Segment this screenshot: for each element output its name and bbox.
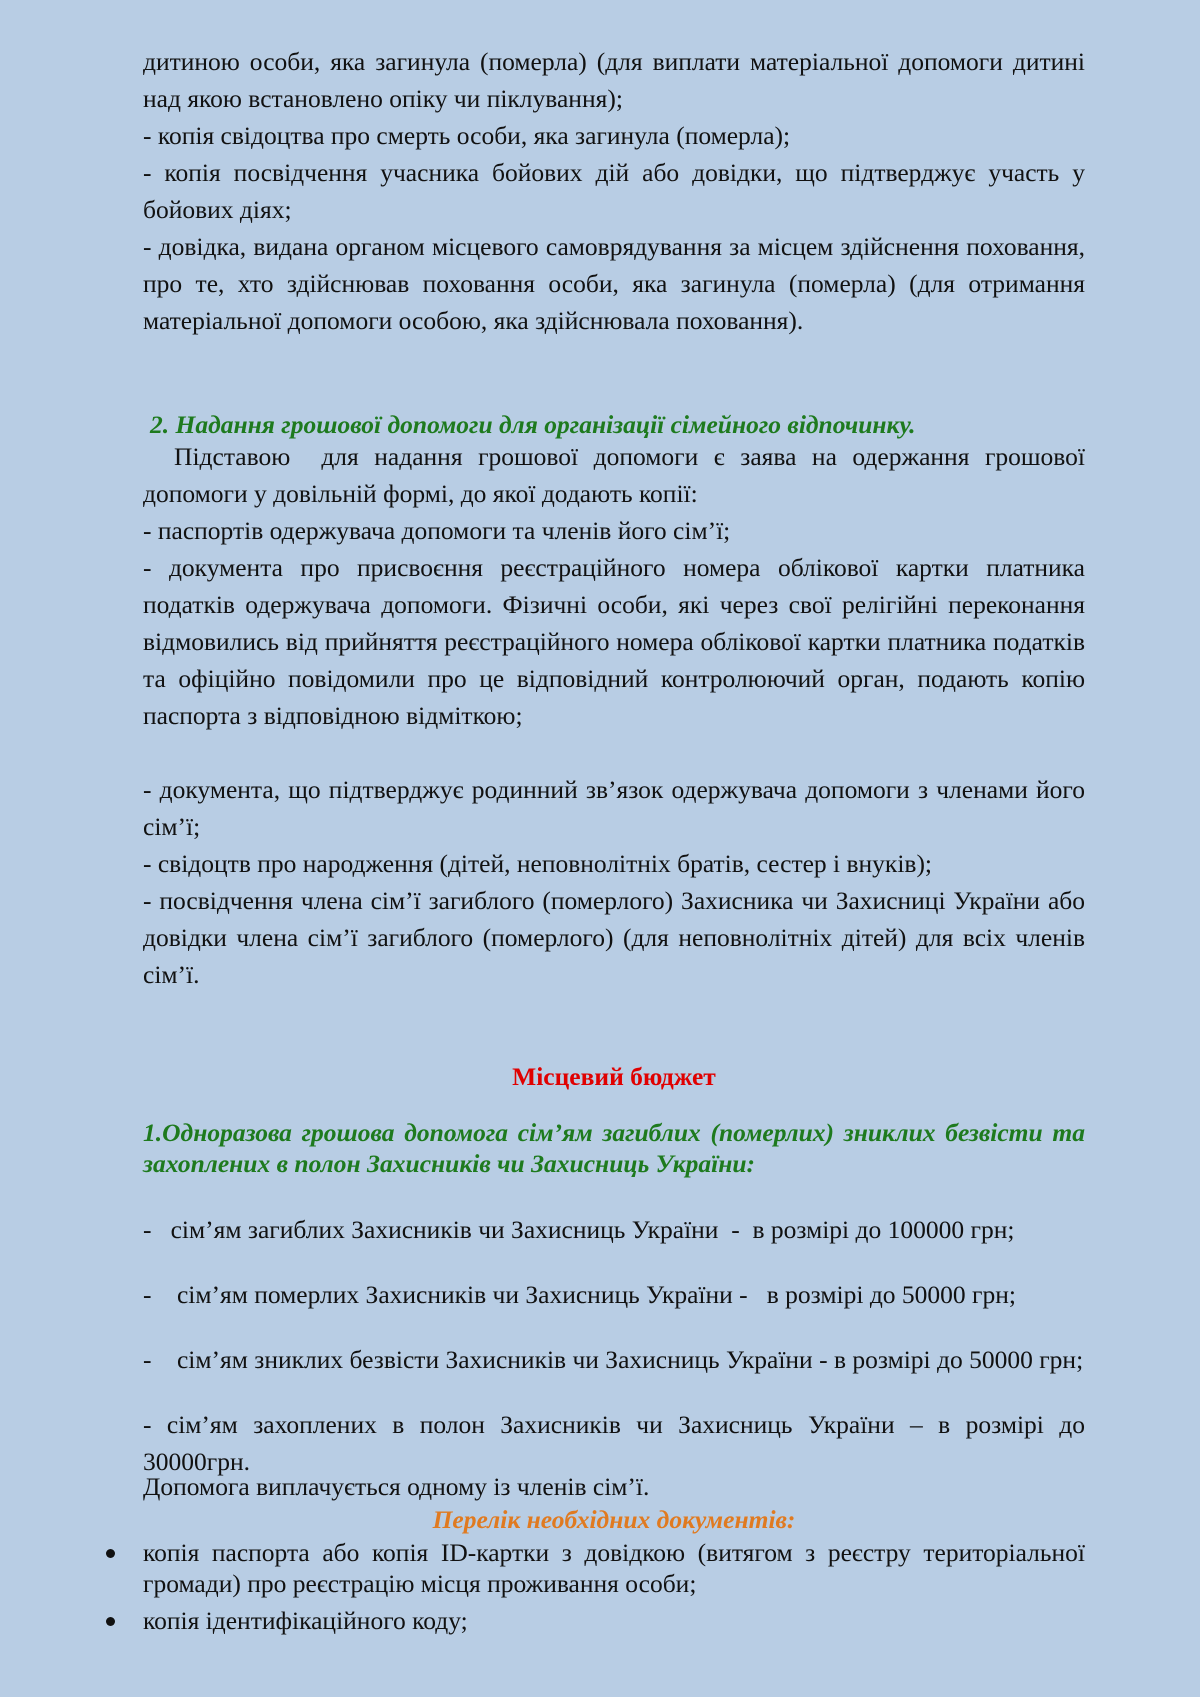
list-item xyxy=(0,1605,1085,1636)
paragraph: - довідка, видана органом місцевого самоврядування за місцем здійснення поховання, про те, хто здійснював поховання особи, яка загинула (померла) (для отримання матеріальної допомоги особою, яка здійснювала поховання). xyxy=(143,232,1085,335)
documents-heading: Перелік необхідних документів: xyxy=(432,1505,796,1534)
bullet-icon xyxy=(106,1617,115,1626)
paragraph: - копія свідоцтва про смерть особи, яка загинула (померла); xyxy=(143,121,791,150)
paragraph: - паспортів одержувача допомоги та членів його сім’ї; xyxy=(143,516,731,545)
allowance-heading: 1.Одноразова грошова допомога сім’ям загиблих (померлих) зниклих безвісти та захоплених в полон Захисників чи Захисниць України: xyxy=(143,1118,1085,1178)
paragraph: - сім’ям загиблих Захисників чи Захисниць України - в розмірі до 100000 грн; xyxy=(143,1215,1015,1244)
paragraph: Підставою для надання грошової допомоги є заява на одержання грошової допомоги у довільній формі, до якої додають копії: xyxy=(143,442,1092,508)
list-item-text: копія паспорта або копія ID-картки з довідкою (витягом з реєстру територіальної громади) про реєстрацію місця проживання особи; xyxy=(143,1538,1085,1598)
paragraph: - документа про присвоєння реєстраційного номера облікової картки платника податків одержувача допомоги. Фізичні особи, які через свої релігійні переконання відмовились від прийняття реєстраційного номера облікової картки платника податків та офіційно повідомили про це відповідний контролюючий орган, подають копію паспорта з відповідною відміткою; xyxy=(143,553,1085,730)
paragraph: - документа, що підтверджує родинний зв’язок одержувача допомоги з членами його сім’ї; xyxy=(143,775,1085,841)
paragraph: Допомога виплачується одному із членів сім’ї. xyxy=(143,1472,650,1501)
bullet-icon xyxy=(106,1549,115,1558)
paragraph: дитиною особи, яка загинула (померла) (для виплати матеріальної допомоги дитині над якою встановлено опіку чи піклування); xyxy=(143,47,1085,113)
paragraph: - сім’ям померлих Захисників чи Захисниць України - в розмірі до 50000 грн; xyxy=(143,1280,1016,1309)
documents-list xyxy=(0,1537,1200,1642)
budget-heading: Місцевий бюджет xyxy=(512,1062,716,1091)
paragraph: - сім’ям захоплених в полон Захисників чи Захисниць України – в розмірі до 30000грн. xyxy=(143,1410,1085,1476)
paragraph: - копія посвідчення учасника бойових дій або довідки, що підтверджує участь у бойових діях; xyxy=(143,158,1085,224)
paragraph: - посвідчення члена сім’ї загиблого (померлого) Захисника чи Захисниці України або довідки члена сім’ї загиблого (померлого) (для неповнолітніх дітей) для всіх членів сім’ї. xyxy=(143,886,1085,989)
section-heading: 2. Надання грошової допомоги для організації сімейного відпочинку. xyxy=(150,410,916,439)
list-item xyxy=(0,1537,1085,1599)
list-item-text: копія ідентифікаційного коду; xyxy=(143,1606,468,1635)
paragraph: - свідоцтв про народження (дітей, неповнолітніх братів, сестер і внуків); xyxy=(143,849,933,878)
paragraph: - сім’ям зниклих безвісти Захисників чи Захисниць України - в розмірі до 50000 грн; xyxy=(143,1345,1084,1374)
